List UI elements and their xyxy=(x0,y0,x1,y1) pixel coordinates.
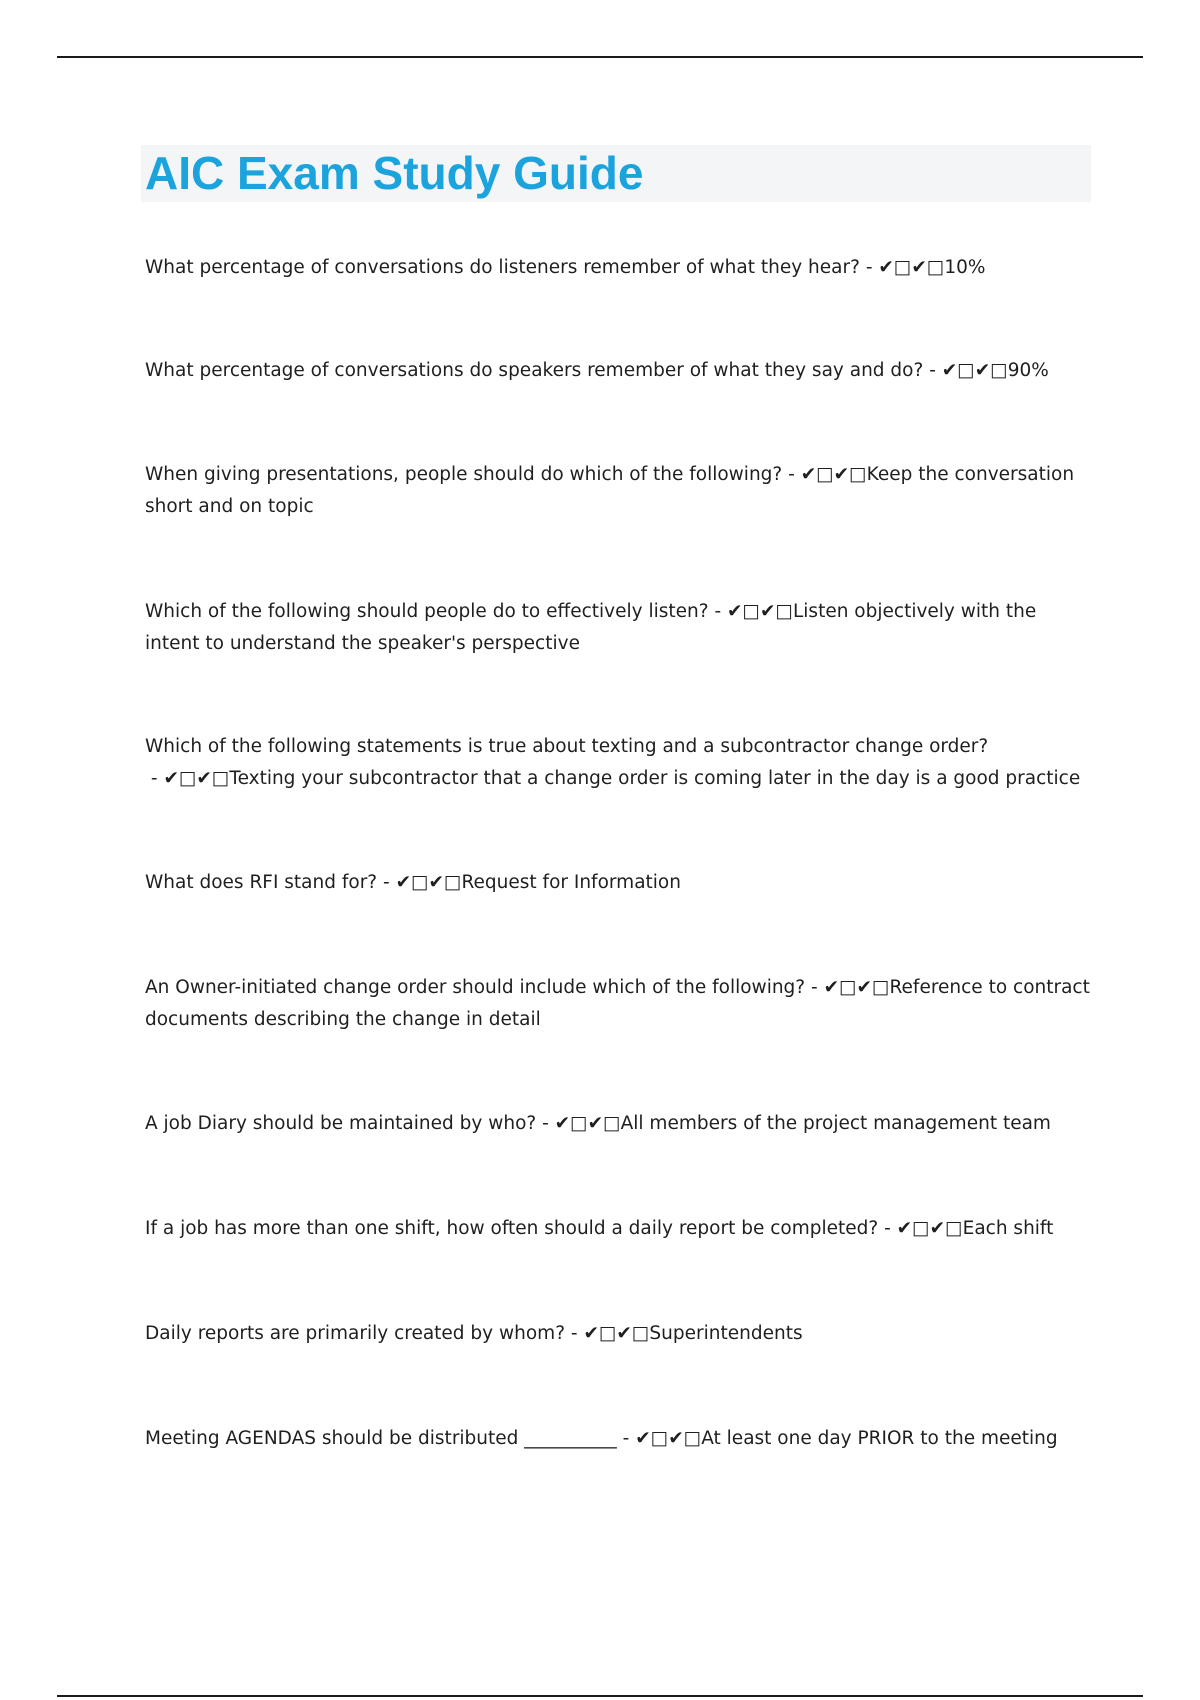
separator: - xyxy=(923,360,942,381)
answer-marker: ✔□✔□ xyxy=(823,977,890,998)
qa-item-1 xyxy=(145,252,1095,284)
question-text: What does RFI stand for? xyxy=(145,872,378,893)
separator: - xyxy=(145,768,164,789)
question-text: When giving presentations, people should do which of the following? xyxy=(145,464,783,485)
question-text: Meeting AGENDAS should be distributed __________ xyxy=(145,1428,617,1449)
answer-text: Listen objectively with the intent to understand the speaker's perspective xyxy=(145,601,1037,654)
separator: - xyxy=(708,601,728,622)
qa-item-11 xyxy=(145,1423,1095,1455)
separator: - xyxy=(878,1218,897,1239)
qa-item-4 xyxy=(145,596,1095,660)
answer-marker: ✔□✔□ xyxy=(878,257,945,278)
answer-marker: ✔□✔□ xyxy=(395,872,462,893)
question-text: What percentage of conversations do speakers remember of what they say and do? xyxy=(145,360,924,381)
answer-text: All members of the project management team xyxy=(620,1113,1051,1134)
question-text: Which of the following statements is true about texting and a subcontractor change order? xyxy=(145,736,989,757)
question-text: Which of the following should people do to effectively listen? xyxy=(145,601,709,622)
document-title: AIC Exam Study Guide xyxy=(145,147,644,199)
qa-item-3 xyxy=(145,459,1095,523)
answer-text: At least one day PRIOR to the meeting xyxy=(701,1428,1058,1449)
header-rule xyxy=(57,56,1143,58)
separator: - xyxy=(536,1113,555,1134)
answer-marker: ✔□✔□ xyxy=(941,360,1008,381)
question-text: An Owner-initiated change order should include which of the following? xyxy=(145,977,806,998)
question-text: If a job has more than one shift, how often should a daily report be completed? xyxy=(145,1218,879,1239)
question-text: Daily reports are primarily created by whom? xyxy=(145,1323,566,1344)
question-text: What percentage of conversations do listeners remember of what they hear? xyxy=(145,257,860,278)
separator: - xyxy=(565,1323,584,1344)
answer-marker: ✔□✔□ xyxy=(800,464,867,485)
qa-item-9 xyxy=(145,1213,1095,1245)
qa-item-7 xyxy=(145,972,1095,1036)
answer-text: 10% xyxy=(944,257,986,278)
qa-item-8 xyxy=(145,1108,1095,1140)
answer-marker: ✔□✔□ xyxy=(583,1323,650,1344)
answer-text: Each shift xyxy=(962,1218,1054,1239)
answer-text: Keep the conversation short and on topic xyxy=(145,464,1075,517)
separator: - xyxy=(616,1428,636,1449)
answer-text: 90% xyxy=(1007,360,1049,381)
question-text: A job Diary should be maintained by who? xyxy=(145,1113,537,1134)
separator: - xyxy=(859,257,879,278)
qa-item-2 xyxy=(145,355,1095,387)
qa-item-5 xyxy=(145,731,1095,795)
answer-marker: ✔□✔□ xyxy=(635,1428,702,1449)
answer-marker: ✔□✔□ xyxy=(554,1113,621,1134)
answer-text: Texting your subcontractor that a change order is coming later in the day is a good practice xyxy=(229,768,1081,789)
footer-rule xyxy=(57,1695,1143,1697)
answer-marker: ✔□✔□ xyxy=(163,768,230,789)
qa-item-6 xyxy=(145,867,1095,899)
answer-text: Request for Information xyxy=(461,872,681,893)
separator: - xyxy=(782,464,801,485)
answer-text: Superintendents xyxy=(649,1323,803,1344)
answer-text: Reference to contract documents describing the change in detail xyxy=(145,977,1090,1030)
separator: - xyxy=(377,872,396,893)
answer-marker: ✔□✔□ xyxy=(727,601,793,622)
qa-item-10 xyxy=(145,1318,1095,1350)
separator: - xyxy=(805,977,824,998)
answer-marker: ✔□✔□ xyxy=(896,1218,963,1239)
